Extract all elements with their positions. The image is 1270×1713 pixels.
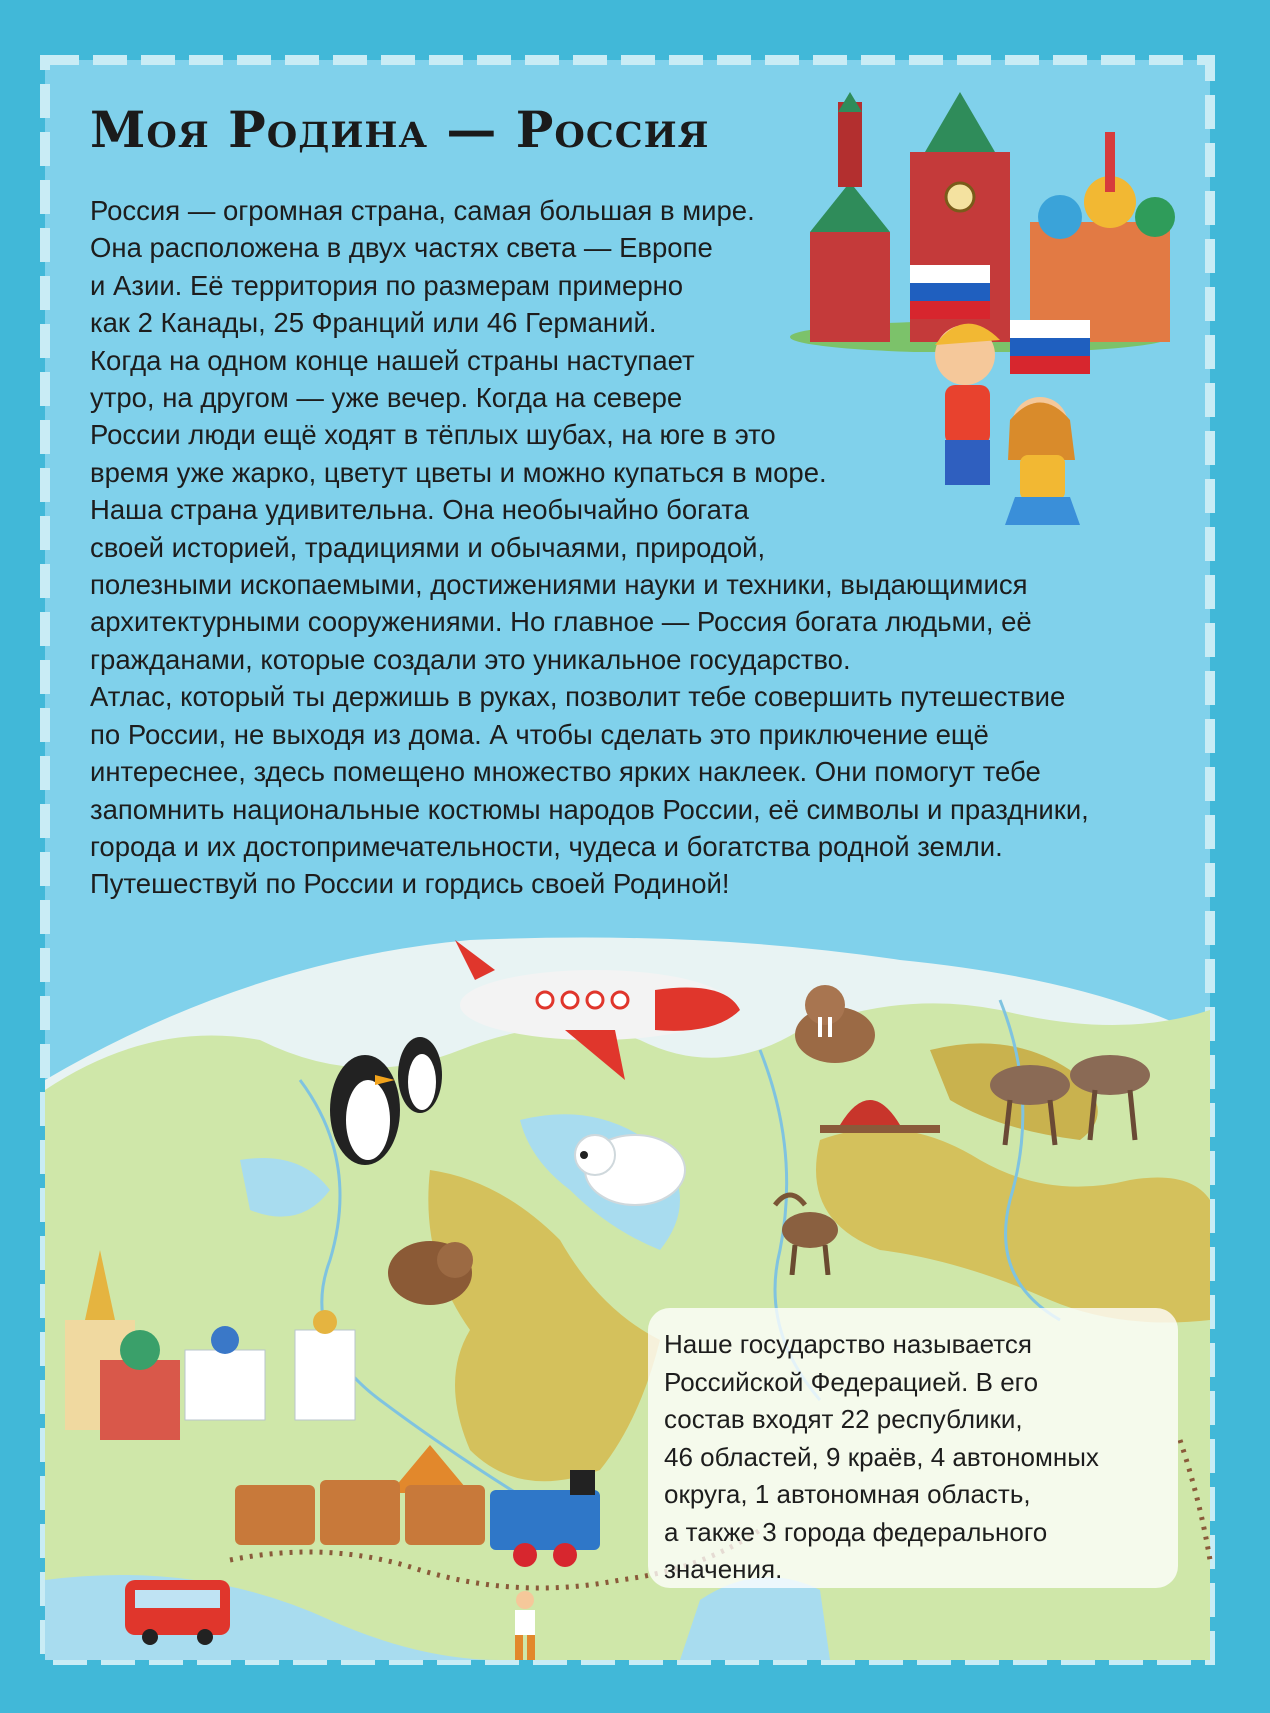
info-line: Российской Федерацией. В его — [664, 1366, 1039, 1397]
federation-info-box — [648, 1308, 1178, 1588]
text-line: утро, на другом — уже вечер. Когда на севере — [90, 382, 683, 414]
info-line: Наше государство называется — [664, 1329, 1032, 1359]
text-line: архитектурными сооружениями. Но главное — Россия богата людьми, её — [90, 606, 1032, 638]
polar-bear-illustration — [570, 1115, 690, 1215]
text-line: Путешествуй по России и гордись своей Родиной! — [90, 868, 730, 900]
info-line: состав входят 22 республики, — [664, 1404, 1023, 1434]
text-line: Она расположена в двух частях света — Европе — [90, 232, 713, 264]
info-line: а также 3 города федерального — [664, 1516, 1048, 1547]
penguins-illustration — [320, 1020, 460, 1170]
airplane-illustration — [455, 940, 745, 1080]
text-line: по России, не выходя из дома. А чтобы сделать это приключение ещё — [90, 718, 989, 750]
text-line: Когда на одном конце нашей страны наступает — [90, 344, 695, 376]
page-title: Моя Родина — Россия — [90, 100, 710, 159]
text-line: Атлас, который ты держишь в руках, позволит тебе совершить путешествие — [90, 681, 1066, 713]
text-line: Наша страна удивительна. Она необычайно богата — [90, 494, 749, 526]
churches-illustration — [45, 1240, 425, 1440]
moose-illustration — [770, 1185, 850, 1275]
bus-illustration — [125, 1575, 235, 1645]
text-line: запомнить национальные костюмы народов России, её символы и праздники, — [90, 793, 1089, 825]
info-line: округа, 1 автономная область, — [664, 1479, 1031, 1509]
info-line: 46 областей, 9 краёв, 4 автономных — [664, 1441, 1099, 1472]
text-line: интереснее, здесь помещено множество ярких наклеек. Они помогут тебе — [90, 756, 1041, 788]
text-line: города и их достопримечательности, чудеса и богатства родной земли. — [90, 830, 1003, 862]
info-line: значения. — [664, 1554, 783, 1584]
text-line: Россия — огромная страна, самая большая в мире. — [90, 195, 755, 226]
reindeer-sled-illustration — [810, 1015, 1170, 1155]
text-line: как 2 Канады, 25 Франций или 46 Германий. — [90, 307, 657, 339]
text-line: полезными ископаемыми, достижениями науки и техники, выдающимися — [90, 569, 1028, 601]
intro-text — [90, 192, 1130, 903]
train-illustration — [235, 1460, 635, 1570]
text-line: время уже жарко, цветут цветы и можно купаться в море. — [90, 456, 827, 488]
text-line: своей историей, традициями и обычаями, природой, — [90, 531, 766, 563]
text-line: гражданами, которые создали это уникальное государство. — [90, 643, 851, 675]
text-line: России люди ещё ходят в тёплых шубах, на юге в это — [90, 419, 776, 451]
hiker-illustration — [505, 1590, 545, 1660]
text-line: и Азии. Её территория по размерам примерно — [90, 269, 684, 301]
